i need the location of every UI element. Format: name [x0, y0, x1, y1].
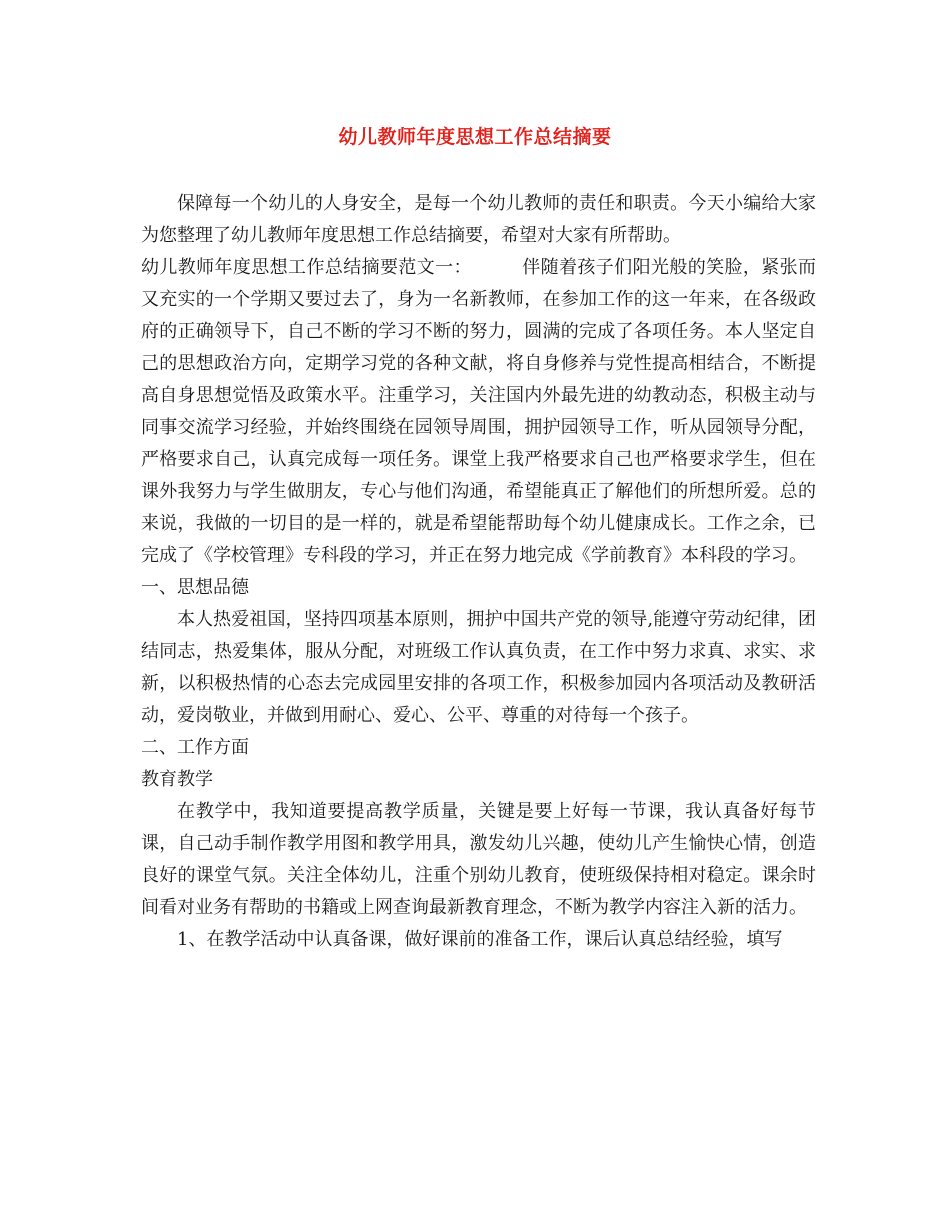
list-item-1: 1、在教学活动中认真备课，做好课前的准备工作，课后认真总结经验，填写 [177, 929, 783, 950]
sample-label: 幼儿教师年度思想工作总结摘要范文一： [141, 257, 472, 278]
intro-paragraph: 保障每一个幼儿的人身安全，是每一个幼儿教师的责任和职责。今天小编给大家为您整理了幼儿教师年度思想工作总结摘要，希望对大家有所帮助。 [141, 193, 816, 246]
document-body [141, 188, 816, 956]
section-paragraph-ideology: 本人热爱祖国，坚持四项基本原则，拥护中国共产党的领导,能遵守劳动纪律，团结同志，热爱集体，服从分配，对班级工作认真负责，在工作中努力求真、求实、求新，以积极热情的心态去完成园里安排的各项工作，积极参加园内各项活动及教研活动，爱岗敬业，并做到用耐心、爱心、公平、尊重的对待每一个孩子。 [141, 609, 816, 726]
section-heading-ideology: 一、思想品德 [141, 577, 249, 598]
subsection-paragraph-teaching: 在教学中，我知道要提高教学质量，关键是要上好每一节课，我认真备好每节课，自己动手制作教学用图和教学用具，激发幼儿兴趣，使幼儿产生愉快心情，创造良好的课堂气氛。关注全体幼儿，注重个别幼儿教育，使班级保持相对稳定。课余时间看对业务有帮助的书籍或上网查询最新教育理念，不断为教学内容注入新的活力。 [141, 801, 816, 918]
sample-text: 伴随着孩子们阳光般的笑脸，紧张而又充实的一个学期又要过去了，身为一名新教师，在参加工作的这一年来，在各级政府的正确领导下，自己不断的学习不断的努力，圆满的完成了各项任务。本人坚定自己的思想政治方向，定期学习党的各种文献，将自身修养与党性提高相结合，不断提高自身思想觉悟及政策水平。注重学习，关注国内外最先进的幼教动态，积极主动与同事交流学习经验，并始终围绕在园领导周围，拥护园领导工作，听从园领导分配，严格要求自己，认真完成每一项任务。课堂上我严格要求自己也严格要求学生，但在课外我努力与学生做朋友，专心与他们沟通，希望能真正了解他们的所想所爱。总的来说，我做的一切目的是一样的，就是希望能帮助每个幼儿健康成长。工作之余，已完成了《学校管理》专科段的学习，并正在努力地完成《学前教育》本科段的学习。 [141, 257, 817, 566]
document-title: 幼儿教师年度思想工作总结摘要 [338, 126, 612, 148]
subsection-heading-teaching: 教育教学 [141, 769, 213, 790]
section-heading-work: 二、工作方面 [141, 737, 249, 758]
sample-paragraph [141, 252, 816, 572]
